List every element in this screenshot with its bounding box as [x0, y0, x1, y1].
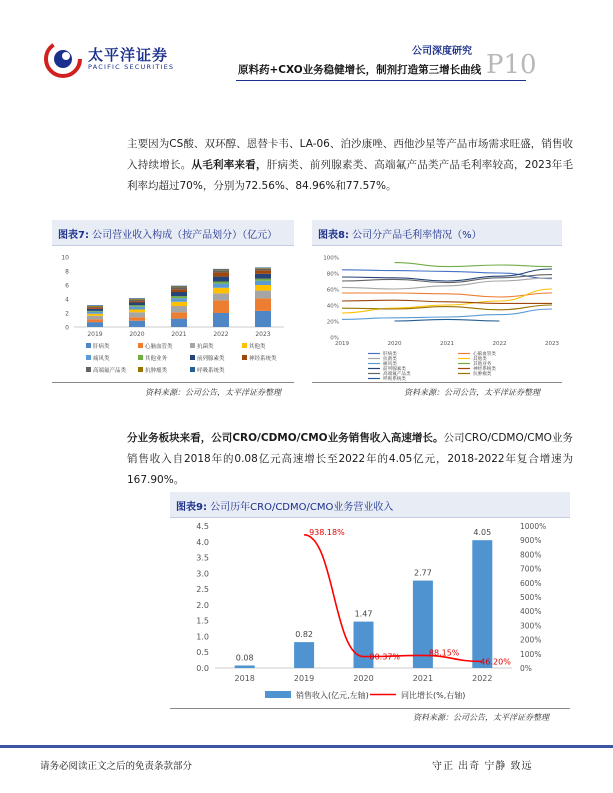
figure8-source: 资料来源：公司公告，太平洋证券整理 — [404, 388, 540, 397]
x-tick-label: 2018 — [234, 674, 255, 683]
y-tick-label: 1.5 — [196, 616, 209, 626]
legend-label: 痛风类 — [93, 356, 110, 362]
para2-tail: 公司CRO/CDMO/CMO业务销售收入自2018年的0.08亿元高速增长至2022年的4.05亿元，2018-2022年复合增速为167.90%。 — [127, 432, 573, 486]
bar-segment — [87, 307, 103, 308]
series-line — [342, 293, 552, 297]
legend-label: 抗肿瘤类 — [145, 368, 168, 374]
figure8-title: 公司分产品毛利率情况（%） — [352, 230, 482, 241]
y-tick-label: 2.0 — [196, 600, 209, 610]
x-tick-label: 2021 — [412, 674, 434, 683]
bar — [294, 642, 314, 668]
bar-data-label: 0.08 — [235, 653, 254, 663]
bar-segment — [87, 309, 103, 311]
legend-label: 呼吸系统类 — [197, 368, 225, 374]
footer-motto: 守正 出奇 宁静 致远 — [432, 761, 533, 772]
legend-label: 肝病类 — [93, 344, 110, 350]
bar-segment — [255, 270, 271, 274]
legend-label: 高端氟产品类 — [383, 372, 411, 377]
legend-label: 前列腺素类 — [197, 356, 225, 362]
y2-tick-label: 300% — [520, 621, 542, 631]
para1-text: 主要因为CS酸、双环醇、恩替卡韦、LA-06、泊沙康唑、西他沙星等产品市场需求旺盛，销售收入持续增长。 — [127, 138, 573, 171]
figure7-stacked-bar-chart — [52, 247, 294, 382]
figure9-title-bar — [170, 492, 570, 518]
y-tick-label: 20% — [326, 319, 339, 326]
figure8-source-rule — [312, 382, 562, 383]
report-title: 原料药+CXO业务稳健增长，制剂打造第三增长曲线 — [238, 64, 482, 76]
bar-data-label: 2.77 — [413, 568, 432, 578]
footer-divider — [0, 745, 613, 748]
bar-segment — [129, 310, 145, 313]
bar-segment — [87, 322, 103, 327]
legend-label: 同比增长(%,右轴) — [401, 691, 466, 700]
bar-segment — [87, 316, 103, 320]
y-tick-label: 3.5 — [196, 553, 209, 563]
legend-swatch — [138, 367, 143, 372]
bar-segment — [213, 270, 229, 271]
bar-segment — [213, 269, 229, 270]
y-tick-label: 100% — [323, 255, 339, 262]
bar-segment — [213, 282, 229, 284]
brand-name-cn: 太平洋证券 — [88, 46, 169, 64]
bar-segment — [171, 286, 187, 287]
bar-segment — [171, 292, 187, 296]
bar-segment — [87, 305, 103, 306]
y-tick-label: 40% — [326, 303, 339, 310]
bar-segment — [255, 269, 271, 270]
bar-segment — [213, 284, 229, 288]
bar-segment — [129, 303, 145, 306]
legend-label: 前列腺素类 — [383, 367, 406, 372]
figure8-label: 图表8: — [318, 230, 349, 241]
bar-segment — [129, 321, 145, 327]
figure9-combo-chart — [170, 518, 580, 708]
figure9-label: 图表9: — [176, 502, 207, 513]
bar-segment — [255, 311, 271, 327]
bar-segment — [255, 274, 271, 279]
bar — [235, 665, 255, 668]
bar-segment — [171, 306, 187, 312]
x-tick-label: 2022 — [213, 331, 229, 338]
brand-name-en: PACIFIC SECURITIES — [88, 63, 175, 71]
bar-segment — [171, 289, 187, 292]
series-line — [342, 309, 552, 319]
y-tick-label: 0.5 — [196, 648, 209, 658]
bar-segment — [171, 302, 187, 306]
x-tick-label: 2020 — [129, 331, 145, 338]
bar-segment — [255, 285, 271, 291]
bar-segment — [129, 300, 145, 301]
series-line — [342, 300, 552, 303]
bar-segment — [255, 281, 271, 285]
y-tick-label: 1.0 — [196, 632, 209, 642]
legend-swatch — [86, 367, 91, 372]
y-tick-label: 3.0 — [196, 569, 209, 579]
bar-segment — [129, 312, 145, 317]
paragraph-cro-business — [127, 428, 573, 491]
legend-label: 其他类 — [473, 357, 487, 362]
y-tick-label: 4.0 — [196, 537, 209, 547]
y-tick-label: 8 — [65, 268, 69, 276]
bar-segment — [87, 319, 103, 322]
growth-line — [304, 535, 482, 662]
bar-segment — [129, 298, 145, 299]
figure8-line-chart — [312, 247, 562, 382]
growth-data-label: 88.15% — [428, 648, 460, 658]
bar-segment — [129, 299, 145, 300]
y2-tick-label: 100% — [520, 649, 542, 659]
bar-segment — [213, 270, 229, 272]
x-tick-label: 2022 — [472, 674, 493, 683]
legend-swatch — [242, 343, 247, 348]
bar-segment — [129, 317, 145, 321]
y-tick-label: 4.5 — [196, 522, 209, 531]
legend-swatch — [242, 355, 247, 360]
bar-segment — [129, 307, 145, 310]
bar-segment — [87, 307, 103, 308]
bar-data-label: 1.47 — [354, 609, 373, 619]
x-tick-label: 2020 — [353, 674, 374, 683]
legend-label: 销售收入(亿元,左轴) — [296, 691, 369, 700]
bar-segment — [213, 272, 229, 276]
legend-label: 抗菌类 — [197, 344, 214, 350]
series-line — [342, 305, 552, 310]
x-tick-label: 2023 — [255, 331, 271, 338]
legend-swatch — [138, 355, 143, 360]
pacific-securities-logo-icon — [44, 40, 82, 78]
y2-tick-label: 0% — [520, 664, 532, 673]
bar-segment — [213, 277, 229, 282]
figure7-label: 图表7: — [58, 230, 89, 241]
legend-label: 心脑血管类 — [473, 352, 496, 357]
x-tick-label: 2019 — [293, 674, 315, 683]
y-tick-label: 60% — [326, 287, 339, 294]
y-tick-label: 4 — [65, 296, 69, 304]
bar-segment — [171, 287, 187, 289]
footer-disclaimer: 请务必阅读正文之后的免责条款部分 — [40, 761, 193, 772]
series-line — [395, 263, 553, 267]
legend-swatch — [190, 343, 195, 348]
bar-segment — [171, 298, 187, 302]
bar-data-label: 0.82 — [295, 630, 314, 640]
bar-segment — [213, 313, 229, 327]
bar-segment — [255, 279, 271, 281]
bar-segment — [213, 288, 229, 294]
figure8-title-bar — [312, 220, 562, 246]
legend-swatch — [190, 367, 195, 372]
bar-segment — [87, 314, 103, 316]
para1-bold: 从毛利率来看， — [191, 159, 267, 171]
growth-data-label: 80.37% — [369, 652, 401, 662]
figure9-title: 公司历年CRO/CDMO/CMO业务营业收入 — [210, 502, 394, 513]
bar-segment — [171, 312, 187, 318]
figure7-title-bar — [52, 220, 294, 246]
y-tick-label: 0% — [330, 335, 339, 342]
bar-segment — [171, 296, 187, 298]
y-tick-label: 2 — [65, 310, 69, 318]
figure7-source-rule — [52, 382, 294, 383]
para1-tail: 肝病类、前列腺素类、高端氟产品类产品毛利率较高，2023年毛利率均超过70%，分别为72.56%、84.96%和77.57%。 — [127, 159, 574, 192]
y-tick-label: 2.5 — [196, 585, 209, 595]
bar-segment — [213, 300, 229, 313]
bar-segment — [171, 319, 187, 327]
legend-label: 其他业务 — [473, 362, 492, 367]
figure7-source: 资料来源：公司公告，太平洋证券整理 — [145, 388, 281, 397]
bar-segment — [87, 311, 103, 312]
legend-label: 神经系统类 — [473, 367, 496, 372]
y2-tick-label: 800% — [520, 550, 542, 560]
legend-label: 心脑血管类 — [145, 344, 173, 350]
page-header — [0, 0, 613, 90]
legend-swatch — [138, 343, 143, 348]
legend-label: 呼吸系统类 — [383, 377, 406, 382]
bar-segment — [129, 301, 145, 302]
header-divider — [236, 80, 526, 81]
bar — [472, 540, 492, 668]
bar-segment — [213, 293, 229, 300]
legend-swatch — [86, 355, 91, 360]
figure9-source: 资料来源：公司公告，太平洋证券整理 — [413, 713, 549, 722]
para2-bold: 分业务板块来看，公司CRO/CDMO/CMO业务销售收入高速增长。 — [127, 432, 444, 444]
growth-data-label: 46.20% — [480, 657, 511, 667]
y-tick-label: 10 — [61, 254, 69, 262]
x-tick-label: 2021 — [171, 331, 187, 338]
y2-tick-label: 600% — [520, 578, 542, 588]
legend-swatch — [265, 691, 291, 698]
x-tick-label: 2022 — [492, 341, 507, 347]
y2-tick-label: 500% — [520, 593, 542, 602]
paragraph-revenue-margin — [127, 134, 573, 197]
x-tick-label: 2019 — [335, 341, 349, 347]
legend-swatch — [86, 343, 91, 348]
bar-segment — [171, 286, 187, 287]
y-tick-label: 0 — [65, 324, 69, 332]
y-tick-label: 6 — [65, 282, 69, 290]
report-type: 公司深度研究 — [412, 46, 472, 57]
legend-label: 其他业务 — [145, 356, 168, 362]
bar-segment — [87, 312, 103, 314]
legend-label: 痛风类 — [383, 362, 397, 367]
page-number: P10 — [486, 50, 537, 80]
bar-segment — [255, 298, 271, 311]
bar-data-label: 4.05 — [473, 528, 492, 538]
y2-tick-label: 700% — [520, 564, 542, 574]
y2-tick-label: 200% — [520, 635, 542, 645]
legend-label: 抗菌类 — [383, 357, 397, 362]
y-tick-label: 80% — [326, 271, 339, 278]
y-tick-label: 0.0 — [196, 664, 209, 673]
legend-label: 其他类 — [249, 344, 266, 350]
figure7-title: 公司营业收入构成（按产品划分）（亿元） — [92, 230, 278, 241]
y2-tick-label: 900% — [520, 536, 542, 546]
legend-label: 抗肿瘤类 — [473, 372, 492, 377]
legend-swatch — [190, 355, 195, 360]
growth-data-label: 938.18% — [309, 527, 345, 537]
figure9-source-rule — [170, 708, 570, 709]
x-tick-label: 2021 — [440, 341, 454, 347]
x-tick-label: 2023 — [545, 341, 559, 347]
y2-tick-label: 400% — [520, 607, 542, 617]
legend-label: 肝病类 — [383, 352, 397, 357]
x-tick-label: 2019 — [87, 331, 103, 338]
bar-segment — [255, 268, 271, 269]
bar-segment — [255, 291, 271, 299]
series-line — [395, 319, 500, 321]
bar-segment — [129, 305, 145, 306]
y2-tick-label: 1000% — [520, 522, 547, 531]
legend-label: 高端氟产品类 — [93, 368, 127, 374]
legend-label: 神经系统类 — [249, 356, 277, 362]
bar-segment — [87, 306, 103, 307]
bar-segment — [255, 268, 271, 269]
x-tick-label: 2020 — [387, 341, 402, 347]
